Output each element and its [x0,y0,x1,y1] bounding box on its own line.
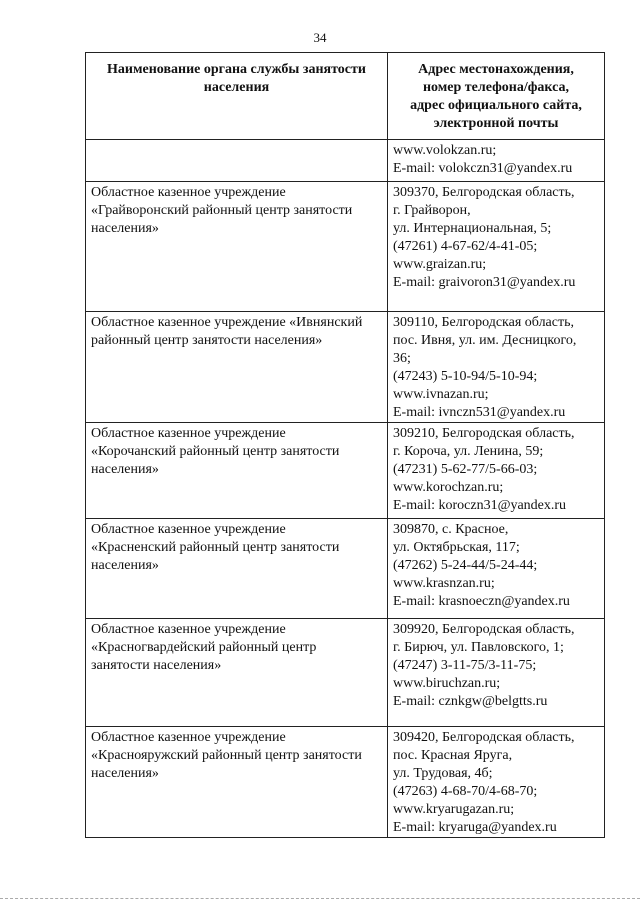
email-text: E-mail: volokczn31@yandex.ru [393,161,573,176]
header-address-contacts: Адрес местонахождения, номер телефона/факса, адрес официального сайта, электронной почты [388,53,605,140]
header-organization-name: Наименование органа службы занятости населения [86,53,388,140]
organization-cell: Областное казенное учреждение «Красногвардейский районный центр занятости населения» [86,619,388,727]
table-row [86,312,605,423]
table-row [86,619,605,727]
address-cell: 309870, с. Красное, ул. Октябрьская, 117; (47262) 5-24-44/5-24-44; www.krasnzan.ru; E-mail: krasnoeczn@yandex.ru [388,519,605,619]
organization-cell: Областное казенное учреждение «Корочанский районный центр занятости населения» [86,423,388,519]
address-cell: 309210, Белгородская область, г. Короча, ул. Ленина, 59; (47231) 5-62-77/5-66-03; www.korochzan.ru; E-mail: koroczn31@yandex.ru [388,423,605,519]
organization-cell: Областное казенное учреждение «Ивнянский районный центр занятости населения» [86,312,388,423]
organization-cell: Областное казенное учреждение «Краснояружский районный центр занятости населения» [86,727,388,838]
table-header-row [86,53,605,140]
website-text: www.krasnzan.ru; [393,576,495,591]
organization-cell: Областное казенное учреждение «Красненский районный центр занятости населения» [86,519,388,619]
email-text: E-mail: krasnoeczn@yandex.ru [393,594,570,609]
address-cell: 309420, Белгородская область, пос. Красная Яруга, ул. Трудовая, 4б; (47263) 4-68-70/4-68-70; www.kryarugazan.ru; E-mail: kryaruga@yandex.ru [388,727,605,838]
organization-cell: Областное казенное учреждение «Грайворонский районный центр занятости населения» [86,182,388,312]
email-text: E-mail: ivnczn531@yandex.ru [393,405,566,420]
scan-edge-divider [0,898,640,899]
email-text: E-mail: kryaruga@yandex.ru [393,820,557,835]
table-row [86,140,605,182]
website-text: www.graizan.ru; [393,257,487,272]
address-cell: 309370, Белгородская область, г. Грайворон, ул. Интернациональная, 5; (47261) 4-67-62/4-41-05; www.graizan.ru; E-mail: graivoron31@yandex.ru [388,182,605,312]
address-cell: 309110, Белгородская область, пос. Ивня, ул. им. Десницкого, 36; (47243) 5-10-94/5-10-94; www.ivnazan.ru; E-mail: ivnczn531@yandex.ru [388,312,605,423]
table-row [86,727,605,838]
employment-centers-table [85,52,605,838]
address-cell: 309920, Белгородская область, г. Бирюч, ул. Павловского, 1; (47247) 3-11-75/3-11-75; www.biruchzan.ru; E-mail: cznkgw@belgtts.ru [388,619,605,727]
table-row [86,423,605,519]
address-cell [388,140,605,182]
table-row [86,182,605,312]
email-text: E-mail: koroczn31@yandex.ru [393,498,567,513]
website-text: www.biruchzan.ru; [393,676,501,691]
page-number: 34 [313,30,327,45]
organization-cell [86,140,388,182]
email-text: E-mail: graivoron31@yandex.ru [393,275,576,290]
website-text: www.kryarugazan.ru; [393,802,515,817]
website-text: www.korochzan.ru; [393,480,504,495]
website-text: www.volokzan.ru; [393,143,497,158]
table-row [86,519,605,619]
website-text: www.ivnazan.ru; [393,387,489,402]
email-text: E-mail: cznkgw@belgtts.ru [393,694,548,709]
